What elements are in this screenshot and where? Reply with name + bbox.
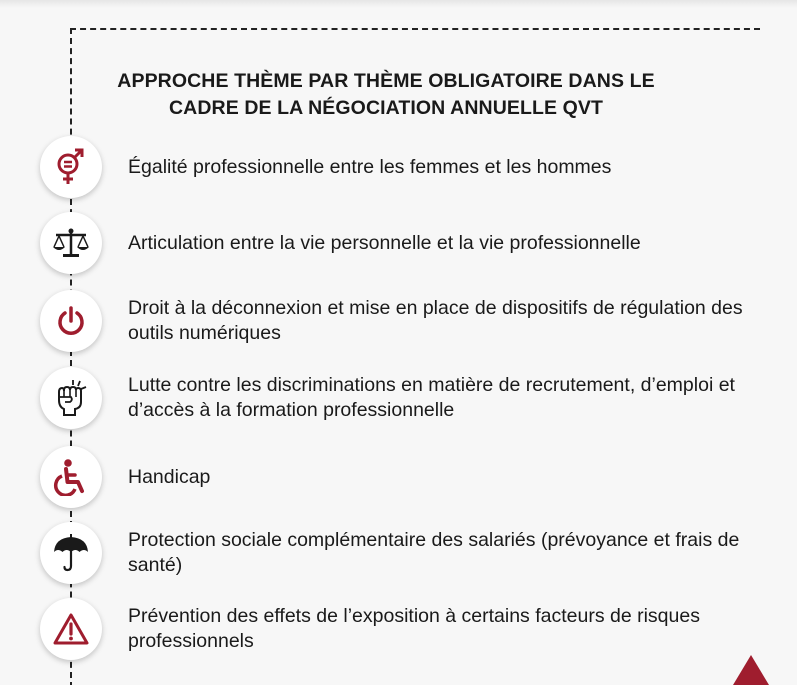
item-label: Handicap — [128, 465, 211, 488]
item-label: Égalité professionnelle entre les femmes et les hommes — [128, 155, 612, 178]
corner-triangle — [733, 655, 769, 685]
item-label: Protection sociale complémentaire des salariés (prévoyance et frais de santé) — [128, 529, 740, 576]
wheelchair-icon — [40, 446, 102, 508]
list-item-deconnexion — [40, 290, 760, 354]
item-label: Droit à la déconnexion et mise en place de dispositifs de régulation des outils numériques — [128, 297, 743, 344]
warning-icon — [40, 598, 102, 660]
umbrella-icon — [40, 522, 102, 584]
list-item-handicap — [40, 446, 760, 510]
dashed-border-left — [70, 28, 72, 685]
item-label: Articulation entre la vie personnelle et la vie professionnelle — [128, 231, 641, 254]
item-label: Prévention des effets de l’exposition à certains facteurs de risques professionnels — [128, 605, 700, 652]
item-label: Lutte contre les discriminations en matière de recrutement, d’emploi et d’accès à la formation professionnelle — [128, 374, 735, 421]
dashed-border-top — [70, 28, 760, 30]
list-item-articulation — [40, 212, 760, 276]
list-item-prevention — [40, 598, 760, 662]
title-line-2: CADRE DE LA NÉGOCIATION ANNUELLE QVT — [168, 97, 604, 119]
raised-fist-icon — [40, 367, 102, 429]
list-item-protection — [40, 522, 760, 586]
list-item-egalite — [40, 136, 760, 200]
page-title — [86, 68, 686, 122]
power-icon — [40, 290, 102, 352]
gender-equality-icon — [40, 136, 102, 198]
balance-scale-icon — [40, 212, 102, 274]
list-item-discriminations — [40, 367, 760, 431]
title-line-1: APPROCHE THÈME PAR THÈME OBLIGATOIRE DANS LE — [117, 70, 655, 92]
